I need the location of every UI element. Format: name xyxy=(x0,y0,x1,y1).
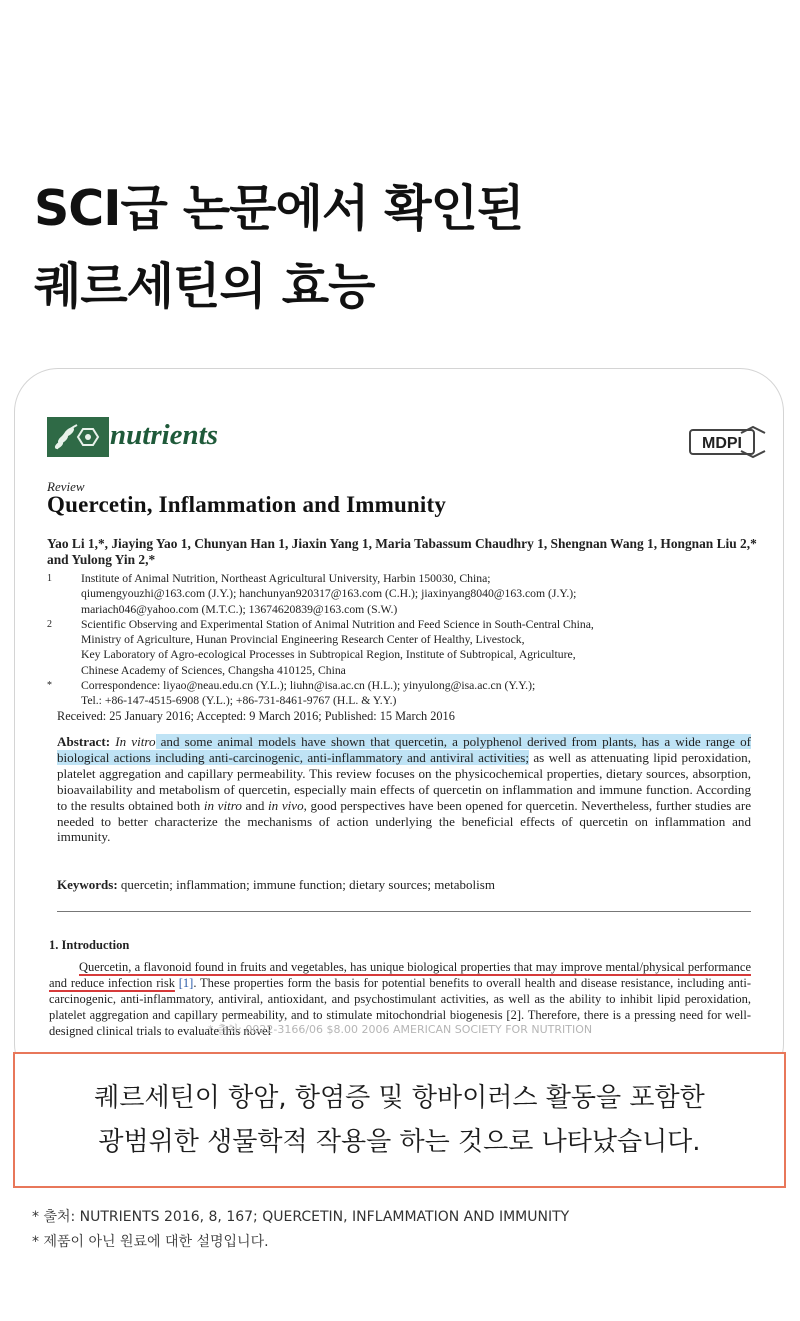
abstract-in-vivo: in vivo xyxy=(268,797,304,813)
affiliation-text: Scientific Observing and Experimental Station of Animal Nutrition and Feed Science in South-Central China, Ministry of Agriculture, Hunan Provincial Engineering Research Center of Healthy, Livestock, Key Laboratory of Agro-ecological Processes in Subtropical Region, Institute of Subtropical, Agriculture, Chinese Academy of Sciences, Changsha 410125, China xyxy=(81,617,594,677)
article-type: Review xyxy=(47,479,85,494)
headline xyxy=(34,170,523,326)
affiliation-2 xyxy=(47,617,767,678)
affiliation-number: * xyxy=(47,680,52,692)
affiliation-1 xyxy=(47,571,767,617)
received-dates: Received: 25 January 2016; Accepted: 9 March 2016; Published: 15 March 2016 xyxy=(57,709,455,723)
affiliation-number: 1 xyxy=(47,573,52,584)
paper-card xyxy=(14,368,784,1088)
section-divider xyxy=(57,911,751,912)
source-note: * 출처: NUTRIENTS 2016, 8, 167; QUERCETIN, INFLAMMATION AND IMMUNITY xyxy=(32,1209,570,1225)
footnotes xyxy=(32,1205,569,1255)
headline-line-2: 퀘르세틴의 효능 xyxy=(34,258,375,315)
callout-line-2: 광범위한 생물학적 작용을 하는 것으로 나타났습니다. xyxy=(98,1127,701,1157)
introduction-underlined: Quercetin, a flavonoid found in fruits and vegetables, has unique biological properties that may improve mental/physical performance and reduce infection risk xyxy=(49,960,751,990)
callout-line-1: 퀘르세틴이 항암, 항염증 및 항바이러스 활동을 포함한 xyxy=(94,1083,705,1113)
affiliations xyxy=(47,571,767,709)
abstract-highlight: and some animal models have shown that quercetin, a polyphenol derived from plants, has a wide range of biological actions including anti-carcinogenic, anti-inflammatory and antiviral activities; xyxy=(57,734,751,765)
publisher-mark-icon xyxy=(737,425,771,459)
abstract-label: Abstract: xyxy=(57,734,111,749)
affiliation-text: Institute of Animal Nutrition, Northeast Agricultural University, Harbin 150030, China; qiumengyouzhi@163.com (J.Y.); hanchunyan920317@163.com (C.H.); jiaxinyang8040@163.com (J.Y.); mariach046@yahoo.com (M.T.C.); 13674620839@163.com (S.W.) xyxy=(81,572,577,616)
abstract-text: as well as attenuating lipid peroxidation, platelet aggregation and capillary permeability. This review focuses on the physicochemical properties, dietary sources, absorption, bioavailability and metabolism of quercetin, especially main effects of quercetin on inflammation and immune function. According to the results obtained both xyxy=(57,749,751,813)
callout-box xyxy=(13,1052,786,1188)
publisher-logo: MDPI xyxy=(689,429,755,455)
abstract-in-vitro: In vitro xyxy=(115,734,156,749)
keywords xyxy=(57,877,757,893)
keywords-text: quercetin; inflammation; immune function; dietary sources; metabolism xyxy=(117,877,495,892)
correspondence xyxy=(47,678,767,709)
abstract-text-end: , good perspectives have been opened for quercetin. Nevertheless, further studies are needed to better characterize the mechanisms of action underlying the beneficial effects of quercetin on inflammation and immunity. xyxy=(57,797,752,845)
source-watermark: * 출처: 0022-3166/06 $8.00 2006 AMERICAN SOCIETY FOR NUTRITION xyxy=(207,1023,593,1036)
introduction-rest: . These properties form the basis for potential benefits to overall health and disease resistance, including anti-carcinogenic, anti-inflammatory, antiviral, antioxidant, and psychostimulant activities, as well as the ability to inhibit lipid peroxidation, platelet aggregation and capillary permeability, and to stimulate mitochondrial biogenesis [2]. Therefore, there is a pressing need for well-designed clinical trials to evaluate this novel xyxy=(49,976,752,1038)
paper-title: Quercetin, Inflammation and Immunity xyxy=(47,492,447,517)
affiliation-number: 2 xyxy=(47,618,52,630)
abstract-and: and xyxy=(241,797,269,813)
introduction-heading: 1. Introduction xyxy=(49,938,130,952)
headline-line-1: SCI급 논문에서 확인된 xyxy=(34,180,524,237)
keywords-label: Keywords: xyxy=(57,877,118,892)
journal-name: nutrients xyxy=(110,419,218,451)
disclaimer-note: * 제품이 아닌 원료에 대한 설명입니다. xyxy=(32,1234,269,1250)
citation-link: [1] xyxy=(178,976,194,990)
paper-authors: Yao Li 1,*, Jiaying Yao 1, Chunyan Han 1, Jiaxin Yang 1, Maria Tabassum Chaudhry 1, Shengnan Wang 1, Hongnan Liu 2,* and Yulong Yin 2,* xyxy=(47,536,757,567)
abstract-in-vitro-2: in vitro xyxy=(203,797,242,813)
affiliation-text: Correspondence: liyao@neau.edu.cn (Y.L.); liuhn@isa.ac.cn (H.L.); yinyulong@isa.ac.cn (Y.Y.); Tel.: +86-147-4515-6908 (Y.L.); +86-731-8461-9767 (H.L. & Y.Y.) xyxy=(81,679,536,708)
abstract xyxy=(57,734,751,845)
journal-logo-icon xyxy=(47,417,109,457)
